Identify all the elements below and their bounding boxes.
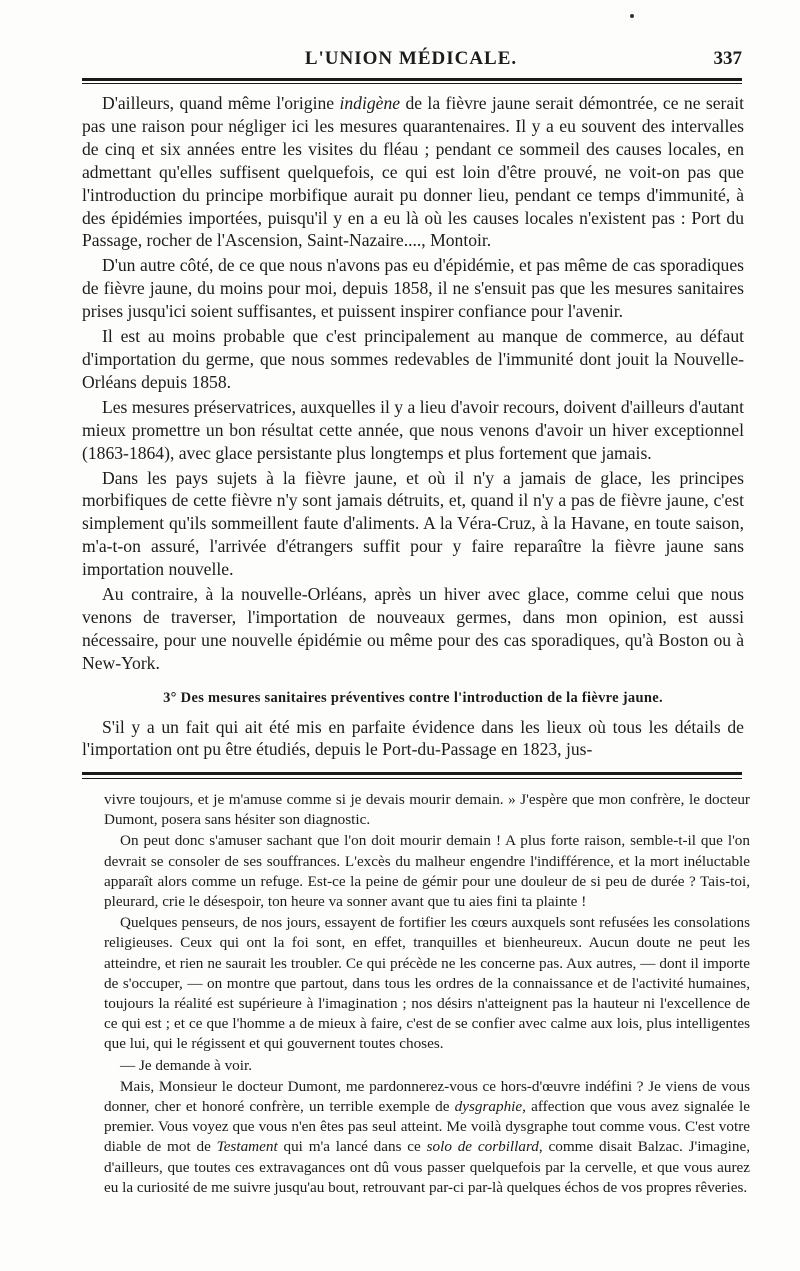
italic-word: indigène: [339, 93, 401, 113]
footnote-text: , affection que vous avez signalée le premier. Vous voyez que vous n'en êtes pas seul atteint. Me voilà dysgraphe tout comme vous. C'est votre diable de mot de: [104, 1098, 750, 1156]
footnotes: [104, 790, 750, 1199]
footnote-separator-thin: [82, 778, 742, 779]
paragraph: Il est au moins probable que c'est principalement au manque de commerce, au défaut d'importation du germe, que nous sommes redevables de l'immunité dont jouit la Nouvelle-Orléans depuis 1858.: [82, 326, 744, 392]
italic-word: Testament: [216, 1138, 278, 1156]
footnote-separator: [82, 772, 742, 775]
footnote-text: Mais, Monsieur le docteur Dumont, me pardonnerez-vous ce hors-d'œuvre indéfini ? Je viens de vous donner, cher et honoré confrère, un terrible exemple de: [104, 1077, 750, 1116]
footnote-text: qui m'a lancé dans ce: [277, 1138, 427, 1156]
italic-phrase: solo de corbillard: [426, 1138, 539, 1156]
footnote-paragraph: [104, 1077, 750, 1198]
page-number: 337: [713, 48, 742, 69]
footnote-paragraph: vivre toujours, et je m'amuse comme si je devais mourir demain. » J'espère que mon confrère, le docteur Dumont, posera sans hésiter son diagnostic.: [104, 791, 750, 829]
paragraph: D'un autre côté, de ce que nous n'avons pas eu d'épidémie, et pas même de cas sporadiques de fièvre jaune, du moins pour moi, depuis 1858, il ne s'ensuit pas que les mesures sanitaires prises jusqu'ici soient suffisantes, et puissent inspirer confiance pour l'avenir.: [82, 255, 744, 322]
paragraph: Au contraire, à la nouvelle-Orléans, après un hiver avec glace, comme celui que nous venons de traverser, l'importation de nouveaux germes, dans mon opinion, est aussi nécessaire, pour une nouvelle épidémie ou même pour des cas sporadiques, qu'à Boston ou à New-York.: [82, 584, 744, 673]
footnote-text: , comme disait Balzac. J'imagine, d'ailleurs, que toutes ces extravagances ont dû vous passer quelquefois par la cervelle, et que vous aurez eu la curiosité de me suivre jusqu'au bout, retrouvant par-ci par-là quelques échos de vos propres rêveries.: [104, 1138, 750, 1196]
page-header: [80, 44, 742, 74]
paragraph-text: D'ailleurs, quand même l'origine: [102, 93, 340, 113]
header-rule-thin: [82, 83, 742, 84]
footnote-paragraph: Quelques penseurs, de nos jours, essayent de fortifier les cœurs auxquels sont refusées les consolations religieuses. Ceux qui ont la foi sont, en effet, tranquilles et bienheureux. Aucun doute ne peut les atteindre, et rien ne saurait les troubler. Ce qui précède ne les concerne pas. Aux autres, — dont il importe de s'occuper, — on montre que partout, dans tous les ordres de la connaissance et de l'activité humaines, toujours la réalité est supérieure à l'imagination ; nos désirs n'atteignent pas la hauteur ni l'excellence de ce qui est ; et ce que l'homme a de mieux à faire, c'est de se confier avec calme aux lois, plus intelligentes que lui, qui le régissent et qui gouvernent toutes choses.: [104, 914, 750, 1053]
running-title: L'UNION MÉDICALE.: [304, 48, 518, 69]
header-rule: [82, 78, 742, 81]
footnote-paragraph: — Je demande à voir.: [120, 1056, 253, 1074]
ink-speck: [630, 14, 634, 18]
paragraph: [82, 92, 744, 252]
footnote-paragraph: On peut donc s'amuser sachant que l'on doit mourir demain ! A plus forte raison, semble-t-il que l'on devrait se consoler de ses souffrances. L'excès du malheur engendre l'indifférence, et la mort inéluctable apparaît alors comme un refuge. Est-ce la peine de gémir pour une douleur de si peu de durée ? Tais-toi, pleurard, crie le désespoir, ton heure va sonner avant que tu aies fini ta plainte !: [104, 832, 750, 911]
paragraph: S'il y a un fait qui ait été mis en parfaite évidence dans les lieux où tous les détails de l'importation ont pu être étudiés, depuis le Port-du-Passage en 1823, jus-: [82, 716, 744, 760]
paragraph: Dans les pays sujets à la fièvre jaune, et où il n'y a jamais de glace, les principes morbifiques de cette fièvre n'y sont jamais détruits, et, quand il n'y a pas de fièvre jaune, c'est simplement qu'ils sommeillent faute d'aliments. A la Véra-Cruz, à la Havane, en toute saison, m'a-t-on assuré, l'arrivée d'étrangers suffit pour y faire reparaître la fièvre jaune sans importation nouvelle.: [82, 467, 744, 580]
section-heading: 3° Des mesures sanitaires préventives contre l'introduction de la fièvre jaune.: [163, 689, 663, 706]
italic-word: dysgraphie: [454, 1098, 523, 1116]
main-text: [82, 92, 744, 763]
paragraph: Les mesures préservatrices, auxquelles il y a lieu d'avoir recours, doivent d'ailleurs d'autant mieux promettre un bon résultat cette année, que nous venons d'avoir un hiver exceptionnel (1863-1864), avec glace persistante plus longtemps et plus fortement que jamais.: [82, 396, 744, 463]
paragraph-text: de la fièvre jaune serait démontrée, ce ne serait pas une raison pour négliger ici les mesures quarantenaires. Il y a eu souvent des intervalles de cinq et six années entre les visites du fléau ; pendant ce sommeil des causes locales, en admettant qu'elles suffisent quelquefois, ce qui est loin d'être prouvé, ne voit-on pas que l'introduction du principe morbifique aurait pu donner lieu, pendant ce temps d'immunité, à des épidémies importées, puisqu'il y en a eu là où les causes locales n'existent pas : Port du Passage, rocher de l'Ascension, Saint-Nazaire...., Montoir.: [82, 93, 744, 251]
